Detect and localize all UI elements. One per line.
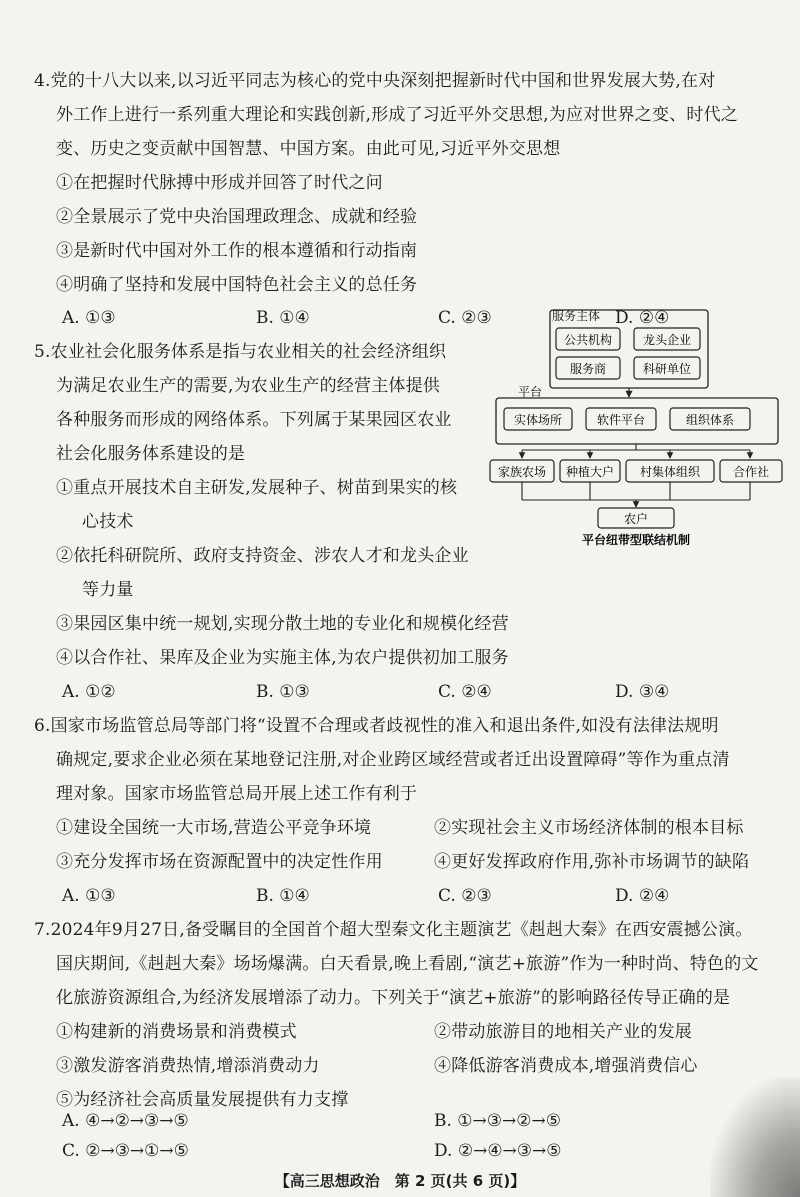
- q4-option-d: D. ②④: [615, 308, 670, 328]
- q6-option-b: B. ①④: [256, 886, 310, 906]
- q5-option-d: D. ③④: [615, 682, 670, 702]
- q5-option-a: A. ①②: [62, 682, 116, 702]
- q4-option-a-visible: A. ①③: [62, 308, 116, 328]
- service-network-diagram: [486, 300, 796, 550]
- box-research-unit-label: 科研单位: [642, 362, 692, 376]
- q4-stem-line-1: 4.党的十八大以来,以习近平同志为核心的党中央深刻把握新时代中国和世界发展大势,在对: [34, 71, 716, 91]
- box-organization-system-label: 组织体系: [685, 413, 735, 427]
- q5-stem-line-2: 为满足农业生产的需要,为农业生产的经营主体提供: [56, 376, 441, 396]
- q5-item-4: ④以合作社、果库及企业为实施主体,为农户提供初加工服务: [56, 648, 509, 668]
- q4-item-3: ③是新时代中国对外工作的根本遵循和行动指南: [56, 241, 418, 261]
- q6-item-4: ④更好发挥政府作用,弥补市场调节的缺陷: [434, 852, 750, 872]
- q7-item-5: ⑤为经济社会高质量发展提供有力支撑: [56, 1090, 349, 1110]
- q6-option-a: A. ①③: [62, 886, 116, 906]
- q6-option-d: D. ②④: [615, 886, 670, 906]
- q6-option-c: C. ②③: [438, 886, 492, 906]
- q7-option-d: D. ②→④→③→⑤: [434, 1141, 562, 1161]
- q6-item-3: ③充分发挥市场在资源配置中的决定性作用: [56, 852, 383, 872]
- q4-option-c: C. ②③: [438, 308, 492, 328]
- q7-item-4: ④降低游客消费成本,增强消费信心: [434, 1056, 698, 1076]
- q7-item-1: ①构建新的消费场景和消费模式: [56, 1022, 297, 1042]
- q7-item-2: ②带动旅游目的地相关产业的发展: [434, 1022, 692, 1042]
- q5-item-1-cont: 心技术: [82, 512, 134, 532]
- q7-stem-line-1: 7.2024年9月27日,备受瞩目的全国首个超大型秦文化主题演艺《赳赳大秦》在西安震撼公演。: [34, 920, 753, 940]
- q5-item-1: ①重点开展技术自主研发,发展种子、树苗到果实的核: [56, 478, 458, 498]
- box-village-collective-label: 村集体组织: [639, 465, 701, 479]
- q5-stem-line-3: 各种服务而形成的网络体系。下列属于某果园区农业: [56, 410, 452, 430]
- box-cooperative-label: 合作社: [732, 465, 770, 479]
- q6-item-2: ②实现社会主义市场经济体制的根本目标: [434, 818, 744, 838]
- q4-item-2: ②全景展示了党中央治国理政理念、成就和经验: [56, 207, 418, 227]
- scan-shadow: [710, 1077, 800, 1197]
- q5-option-c: C. ②④: [438, 682, 492, 702]
- q5-stem-line-1: 5.农业社会化服务体系是指与农业相关的社会经济组织: [34, 342, 447, 362]
- q5-stem-line-4: 社会化服务体系建设的是: [56, 444, 246, 464]
- q7-option-a: A. ④→②→③→⑤: [62, 1111, 189, 1131]
- q4-item-1: ①在把握时代脉搏中形成并回答了时代之问: [56, 173, 383, 193]
- box-software-platform-label: 软件平台: [596, 413, 646, 427]
- q7-option-c: C. ②→③→①→⑤: [62, 1141, 189, 1161]
- platform-label: 平台: [518, 385, 543, 399]
- q5-option-b: B. ①③: [256, 682, 310, 702]
- box-leading-enterprise-label: 龙头企业: [642, 333, 692, 347]
- box-farmer-label: 农户: [623, 512, 649, 526]
- q5-item-3: ③果园区集中统一规划,实现分散土地的专业化和规模化经营: [56, 614, 509, 634]
- diagram-caption: 平台纽带型联结机制: [581, 533, 691, 547]
- q5-item-2: ②依托科研院所、政府支持资金、涉农人才和龙头企业: [56, 546, 469, 566]
- box-public-institution-label: 公共机构: [563, 333, 613, 347]
- page-footer: 【高三思想政治 第 2 页(共 6 页)】: [274, 1172, 526, 1190]
- box-physical-venue-label: 实体场所: [513, 413, 563, 427]
- q7-option-b: B. ①→③→②→⑤: [434, 1111, 561, 1131]
- q6-item-1: ①建设全国统一大市场,营造公平竞争环境: [56, 818, 372, 838]
- q4-option-b: B. ①④: [256, 308, 310, 328]
- q6-stem-line-2: 确规定,要求企业必须在某地登记注册,对企业跨区域经营或者迁出设置障碍”等作为重点清: [56, 750, 730, 770]
- q4-stem-line-3: 变、历史之变贡献中国智慧、中国方案。由此可见,习近平外交思想: [56, 139, 561, 159]
- q7-item-3: ③激发游客消费热情,增添消费动力: [56, 1056, 320, 1076]
- q7-stem-line-2: 国庆期间,《赳赳大秦》场场爆满。白天看景,晚上看剧,“演艺+旅游”作为一种时尚、特色的文: [56, 954, 759, 974]
- q4-stem-line-2: 外工作上进行一系列重大理论和实践创新,形成了习近平外交思想,为应对世界之变、时代之: [56, 105, 739, 125]
- q4-item-4: ④明确了坚持和发展中国特色社会主义的总任务: [56, 275, 418, 295]
- q7-stem-line-3: 化旅游资源组合,为经济发展增添了动力。下列关于“演艺+旅游”的影响路径传导正确的是: [56, 988, 731, 1008]
- box-service-provider-label: 服务商: [569, 362, 607, 376]
- box-family-farm-label: 家族农场: [497, 465, 547, 479]
- q6-stem-line-1: 6.国家市场监管总局等部门将“设置不合理或者歧视性的准入和退出条件,如没有法律法规明: [34, 716, 719, 736]
- service-subject-label: 服务主体: [552, 309, 601, 323]
- q6-stem-line-3: 理对象。国家市场监管总局开展上述工作有利于: [56, 784, 418, 804]
- box-large-grower-label: 种植大户: [565, 465, 615, 479]
- q5-item-2-cont: 等力量: [82, 580, 134, 600]
